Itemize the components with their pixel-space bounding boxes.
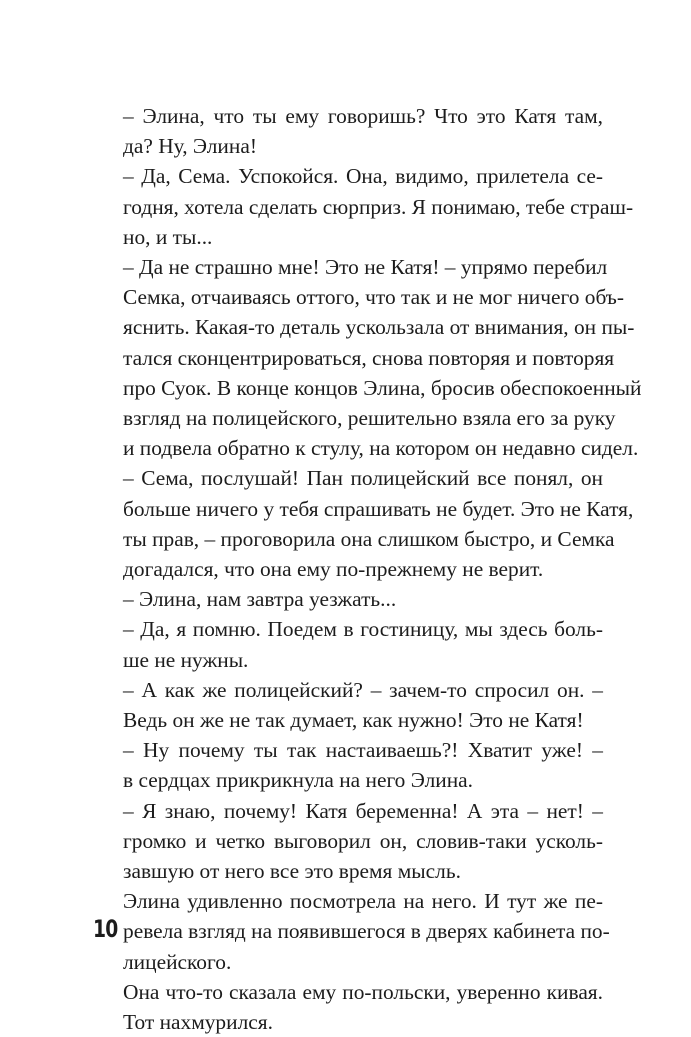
text-line: – Я знаю, почему! Катя беременна! А эта – нет! – xyxy=(123,798,603,823)
paragraph xyxy=(93,101,603,161)
text-line: завшую от него все это время мысль. xyxy=(123,859,461,884)
paragraph xyxy=(93,252,642,463)
page-body-text xyxy=(93,101,642,1037)
paragraph xyxy=(93,584,603,614)
text-line: ше не нужны. xyxy=(123,647,249,672)
text-line: Она что-то сказала ему по-польски, уверенно кивая. xyxy=(123,979,603,1004)
paragraph xyxy=(93,463,634,584)
paragraph xyxy=(93,675,603,735)
text-line: да? Ну, Элина! xyxy=(123,134,257,159)
text-line: догадался, что она ему по-прежнему не верит. xyxy=(123,557,544,582)
page-number: 10 xyxy=(93,915,118,943)
text-line: взгляд на полицейского, решительно взяла его за руку xyxy=(123,406,616,431)
paragraph xyxy=(93,614,603,674)
text-line: – А как же полицейский? – зачем-то спросил он. – xyxy=(123,677,603,702)
text-line: – Да, я помню. Поедем в гостиницу, мы здесь боль- xyxy=(123,617,603,642)
text-line: Семка, отчаиваясь оттого, что так и не мог ничего объ- xyxy=(123,285,624,310)
text-line: лицейского. xyxy=(123,949,232,974)
text-line: – Сема, послушай! Пан полицейский все понял, он xyxy=(123,466,603,491)
text-line: годня, хотела сделать сюрприз. Я понимаю, тебе страш- xyxy=(123,194,634,219)
paragraph xyxy=(93,886,610,977)
text-line: – Да, Сема. Успокойся. Она, видимо, прилетела се- xyxy=(123,164,603,189)
paragraph xyxy=(93,796,603,887)
paragraph xyxy=(93,735,603,795)
text-line: ревела взгляд на появившегося в дверях кабинета по- xyxy=(123,919,610,944)
text-line: – Элина, нам завтра уезжать... xyxy=(123,587,397,612)
text-line: и подвела обратно к стулу, на котором он недавно сидел. xyxy=(123,436,639,461)
text-line: – Да не страшно мне! Это не Катя! – упрямо перебил xyxy=(123,255,608,280)
text-line: тался сконцентрироваться, снова повторяя и повторяя xyxy=(123,345,615,370)
text-line: про Суок. В конце концов Элина, бросив обеспокоенный xyxy=(123,375,642,400)
text-line: – Элина, что ты ему говоришь? Что это Катя там, xyxy=(123,104,603,128)
text-line: яснить. Какая-то деталь ускользала от внимания, он пы- xyxy=(123,315,635,340)
text-line: ты прав, – проговорила она слишком быстро, и Семка xyxy=(123,526,615,551)
text-line: Элина удивленно посмотрела на него. И тут же пе- xyxy=(123,889,603,914)
text-line: но, и ты... xyxy=(123,224,213,249)
text-line: – Ну почему ты так настаиваешь?! Хватит уже! – xyxy=(123,738,603,763)
paragraph xyxy=(93,977,603,1037)
text-line: в сердцах прикрикнула на него Элина. xyxy=(123,768,473,793)
text-line: громко и четко выговорил он, словив-таки усколь- xyxy=(123,828,603,853)
text-line: Ведь он же не так думает, как нужно! Это не Катя! xyxy=(123,708,584,733)
paragraph xyxy=(93,161,634,252)
text-line: Тот нахмурился. xyxy=(123,1010,273,1035)
text-line: больше ничего у тебя спрашивать не будет. Это не Катя, xyxy=(123,496,634,521)
